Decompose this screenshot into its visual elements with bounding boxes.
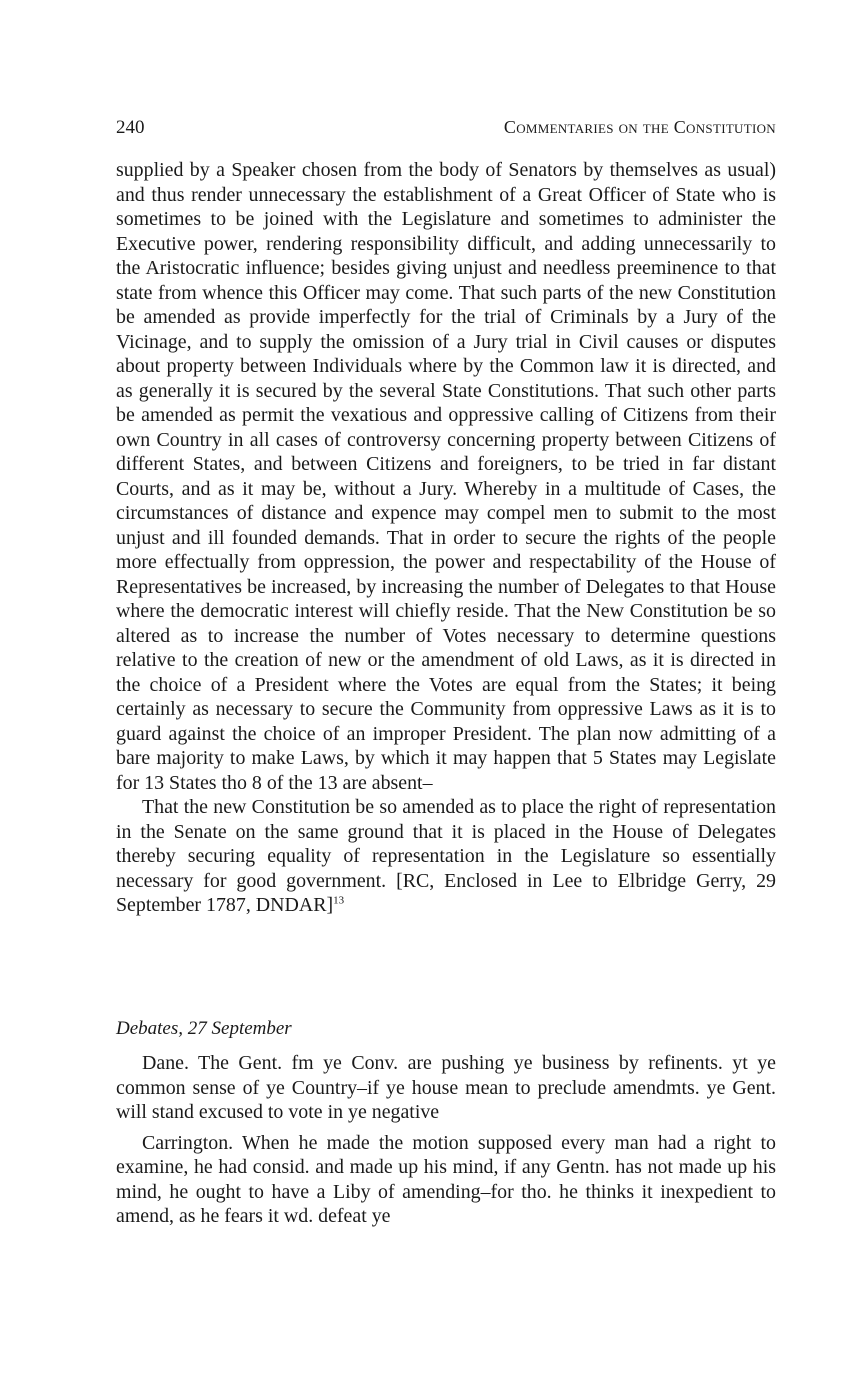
debate-paragraph <box>116 1131 776 1229</box>
page-number: 240 <box>116 117 145 138</box>
body-paragraph <box>116 795 776 918</box>
body-paragraph <box>116 158 776 795</box>
debate-paragraph <box>116 1051 776 1125</box>
debates-text <box>116 1051 776 1229</box>
body-paragraph-text: supplied by a Speaker chosen from the body of Senators by themselves as usual) and thus render unnecessary the establishment of a Great Officer of State who is sometimes to be joined with the Legislature and sometimes to administer the Executive power, rendering responsibility difficult, and adding unnecessarily to the Aristocratic influence; besides giving unjust and needless preeminence to that state from whence this Officer may come. That such parts of the new Constitution be amended as provide imperfectly for the trial of Criminals by a Jury of the Vicinage, and to supply the omission of a Jury trial in Civil causes or disputes about property between Individuals where by the Common law it is directed, and as generally it is secured by the several State Constitutions. That such other parts be amended as permit the vexatious and oppressive calling of Citizens from their own Country in all cases of controversy concerning property between Citizens of different States, and between Citizens and foreigners, to be tried in far distant Courts, and as it may be, without a Jury. Whereby in a multitude of Cases, the circumstances of distance and expence may compel men to submit to the most unjust and ill founded demands. That in order to secure the rights of the people more effectually from oppression, the power and respectability of the House of Representatives be increased, by increasing the number of Delegates to that House where the democratic interest will chiefly reside. That the New Constitution be so altered as to increase the number of Votes necessary to determine questions relative to the creation of new or the amendment of old Laws, as it is directed in the choice of a President where the Votes are equal from the States; it being certainly as necessary to secure the Community from oppressive Laws as it is to guard against the choice of an improper President. The plan now admitting of a bare majority to make Laws, by which it may happen that 5 States may Legislate for 13 States tho 8 of the 13 are absent– <box>116 159 776 794</box>
debate-paragraph-text: Dane. The Gent. fm ye Conv. are pushing ye business by refinents. yt ye common sense of ye Country–if ye house mean to preclude amendmts. ye Gent. will stand excused to vote in ye negative <box>116 1052 776 1123</box>
main-text <box>116 158 776 918</box>
debate-paragraph-text: Carrington. When he made the motion supposed every man had a right to examine, he had consid. and made up his mind, if any Gentn. has not made up his mind, he ought to have a Liby of amending–for tho. he thinks it inexpedient to amend, as he fears it wd. defeat ye <box>116 1131 776 1227</box>
body-paragraph-text: That the new Constitution be so amended as to place the right of representation in the Senate on the same ground that it is placed in the House of Delegates thereby securing equality of representation in the Legislature so essentially necessary for good government. [RC, Enclosed in Lee to Elbridge Gerry, 29 September 1787, DNDAR] <box>116 796 776 916</box>
footnote-reference: 13 <box>333 894 345 907</box>
section-heading: Debates, 27 September <box>116 1018 292 1039</box>
running-head <box>116 117 776 141</box>
running-title: Commentaries on the Constitution <box>503 117 776 137</box>
